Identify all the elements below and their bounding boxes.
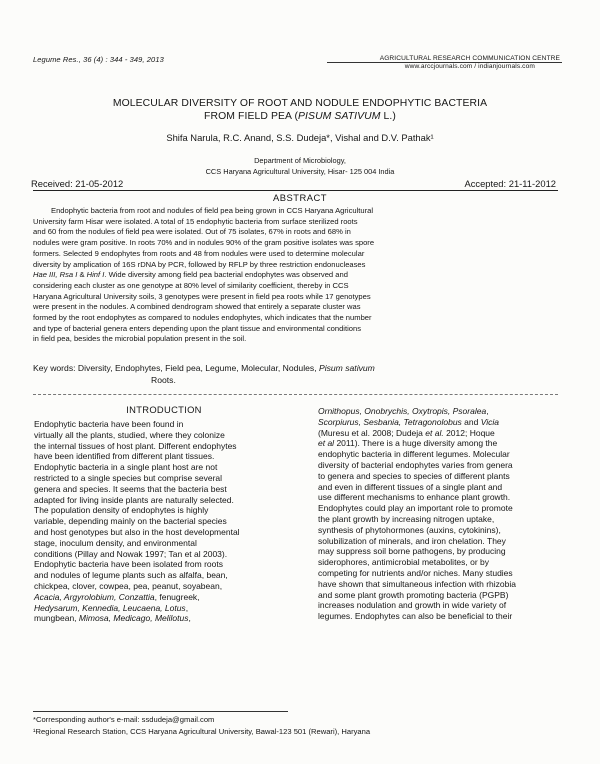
title-line-1: MOLECULAR DIVERSITY OF ROOT AND NODULE ENDOPHYTIC BACTERIA (112, 98, 488, 109)
abstract-line: nodules were gram positive. In roots 70% and in nodules 90% of the gram positive isolates was spore (33, 238, 375, 248)
abstract-line: were present in the nodules. A combined dendrogram showed that entirely a separate cluster was (33, 302, 361, 312)
publisher-name: AGRICULTURAL RESEARCH COMMUNICATION CENTRE (379, 55, 560, 62)
introduction-heading: INTRODUCTION (126, 404, 202, 415)
abstract-line: in field pea, besides the microbial population present in the soil. (33, 334, 247, 344)
left-column-line: have been identified from different plant tissues. (34, 451, 215, 462)
left-column-line: Hedysarum, Kennedia, Leucaena, Lotus, (34, 602, 189, 613)
keywords (33, 363, 558, 386)
left-column (34, 419, 240, 624)
journal-citation: Legume Res., 36 (4) : 344 - 349, 2013 (33, 55, 164, 64)
title-suffix: L.) (380, 111, 396, 122)
right-column-line: endophytic bacteria in different legumes. Molecular (318, 449, 510, 460)
received-date: Received: 21-05-2012 (31, 178, 124, 189)
right-column-line: diversity of bacterial endophytes varies from genera (318, 459, 513, 470)
right-column-line: et al 2011). There is a huge diversity among the (318, 438, 498, 449)
right-column-line: Scorpiurus, Sesbania, Tetragonolobus and Vicia (318, 416, 499, 427)
right-column-line: Endophytes could play an important role to promote (318, 503, 513, 514)
abstract-line: and type of bacterial genera enters depending upon the plant tissue and environmental conditions (33, 323, 362, 333)
title-species: PISUM SATIVUM (298, 111, 381, 122)
abstract-line: Hae III, Rsa I & Hinf I. Wide diversity among field pea bacterial endophytes was observed and (33, 270, 348, 280)
abstract-line: diversity by amplication of 16S rDNA by PCR, followed by RFLP by three restriction endonucleases (33, 259, 366, 269)
keywords-species: Pisum sativum (318, 363, 375, 373)
right-column-line: Ornithopus, Onobrychis, Oxytropis, Psoralea, (318, 406, 489, 416)
left-column-line: mungbean, Mimosa, Medicago, Melilotus, (34, 613, 191, 624)
right-column-line: have shown that simultaneous infection with rhizobia (318, 578, 516, 589)
publisher-header (380, 55, 560, 71)
abstract-line: and 60 from the nodules of field pea were isolated. Out of 75 isolates, 67% in roots and 68% in (33, 227, 351, 237)
abstract-body (33, 206, 558, 345)
footnote-divider (33, 711, 288, 712)
left-column-line: stage, inoculum density, and environmental (34, 537, 197, 548)
abstract-divider (33, 190, 558, 191)
right-column-line: the plant growth by increasing nitrogen uptake, (318, 513, 495, 524)
left-column-line: Endophytic bacteria have been isolated from roots (34, 559, 224, 570)
right-column-line: competing for nutrients and/or niches. Many studies (318, 567, 513, 578)
right-column (318, 406, 516, 622)
right-column-line: and even in different tissues of a single plant and (318, 481, 503, 492)
abstract-line: formers. Selected 9 endophytes from roots and 48 from nodules were used to determine molecular (33, 248, 365, 258)
header-divider (327, 62, 562, 63)
author-list: Shifa Narula, R.C. Anand, S.S. Dudeja*, Vishal and D.V. Pathak¹ (166, 132, 434, 143)
keywords-line-2: Roots. (151, 374, 176, 385)
corresponding-author-note: *Corresponding author's e-mail: ssdudeja@gmail.com (33, 715, 215, 724)
left-column-line: restricted to a single species but comprise several (34, 472, 223, 483)
left-column-line: adapted for living inside plants are naturally selected. (34, 494, 234, 505)
left-column-line: genera and species. It seems that the bacteria best (34, 483, 227, 494)
left-column-line: and host genotypes but also in the host developmental (34, 526, 240, 537)
left-column-line: Acacia, Argyrolobium, Conzattia, fenugreek, (34, 591, 200, 602)
abstract-line: Haryana Agricultural University soils, 3 genotypes were present in field pea roots while 17 genotypes (33, 291, 371, 301)
right-column-line: synthesis of phytohormones (auxins, cytokinins), (318, 524, 501, 535)
left-column-line: Endophytic bacteria have been found in (34, 419, 184, 429)
title-prefix: FROM FIELD PEA ( (204, 111, 299, 122)
right-column-line: (Muresu et al. 2008; Dudeja et al. 2012; Hoque (318, 427, 495, 438)
right-column-line: siderophores, antimicrobial metabolites, or by (318, 557, 490, 568)
publisher-website[interactable]: www.arccjournals.com / indianjournals.com (404, 63, 535, 70)
left-column-line: Endophytic bacteria in a single plant host are not (34, 462, 218, 473)
left-column-line: virtually all the plants, studied, where they colonize (34, 429, 225, 440)
abstract-line: considering each cluster as one genotype at 80% level of similarity coefficient, thereby in CCS (33, 280, 349, 290)
keywords-text: Diversity, Endophytes, Field pea, Legume, Molecular, Nodules, (75, 363, 319, 373)
right-column-line: increases nodulation and growth in wide variety of (318, 600, 507, 611)
right-column-line: may suppress soil borne pathogens, by producing (318, 546, 506, 557)
abstract-line: University farm Hisar were isolated. A total of 15 endophytic bacteria from surface sterilized roots (33, 216, 358, 226)
left-column-line: and nodules of legume plants such as alfalfa, bean, (34, 570, 228, 581)
affiliation (0, 155, 600, 177)
keywords-label: Key words: (33, 363, 76, 373)
left-column-line: chickpea, clover, cowpea, pea, peanut, soyabean, (34, 580, 223, 591)
right-column-line: solubilization of minerals, and iron chelation. They (318, 535, 506, 546)
abstract-heading: ABSTRACT (272, 192, 327, 203)
paper-title (0, 97, 600, 123)
abstract-line: formed by the root endophytes as compared to nodules endophytes, which indicates that the number (33, 313, 372, 323)
section-divider (33, 394, 558, 395)
right-column-line: use different mechanisms to enhance plant growth. (318, 492, 511, 503)
left-column-line: the internal tissues of host plant. Different endophytes (34, 440, 237, 451)
right-column-line: and some plant growth promoting bacteria (PGPB) (318, 589, 509, 600)
department: Department of Microbiology, (254, 156, 346, 165)
accepted-date: Accepted: 21-11-2012 (464, 178, 556, 189)
title-line-2 (0, 110, 600, 123)
university: CCS Haryana Agricultural University, Hisar- 125 004 India (205, 167, 395, 176)
left-column-line: variable, depending mainly on the bacterial species (34, 516, 227, 527)
left-column-line: conditions (Pillay and Nowak 1997; Tan et al 2003). (34, 548, 228, 559)
left-column-line: The population density of endophytes is highly (34, 505, 209, 516)
abstract-line: Endophytic bacteria from root and nodules of field pea being grown in CCS Haryana Agricultural (51, 206, 374, 215)
regional-station-note: ¹Regional Research Station, CCS Haryana Agricultural University, Bawal-123 501 (Rewari), Haryana (33, 727, 371, 736)
right-column-line: to genera and species to species of different plants (318, 470, 510, 481)
right-column-line: legumes. Endophytes can also be beneficial to their (318, 611, 513, 622)
